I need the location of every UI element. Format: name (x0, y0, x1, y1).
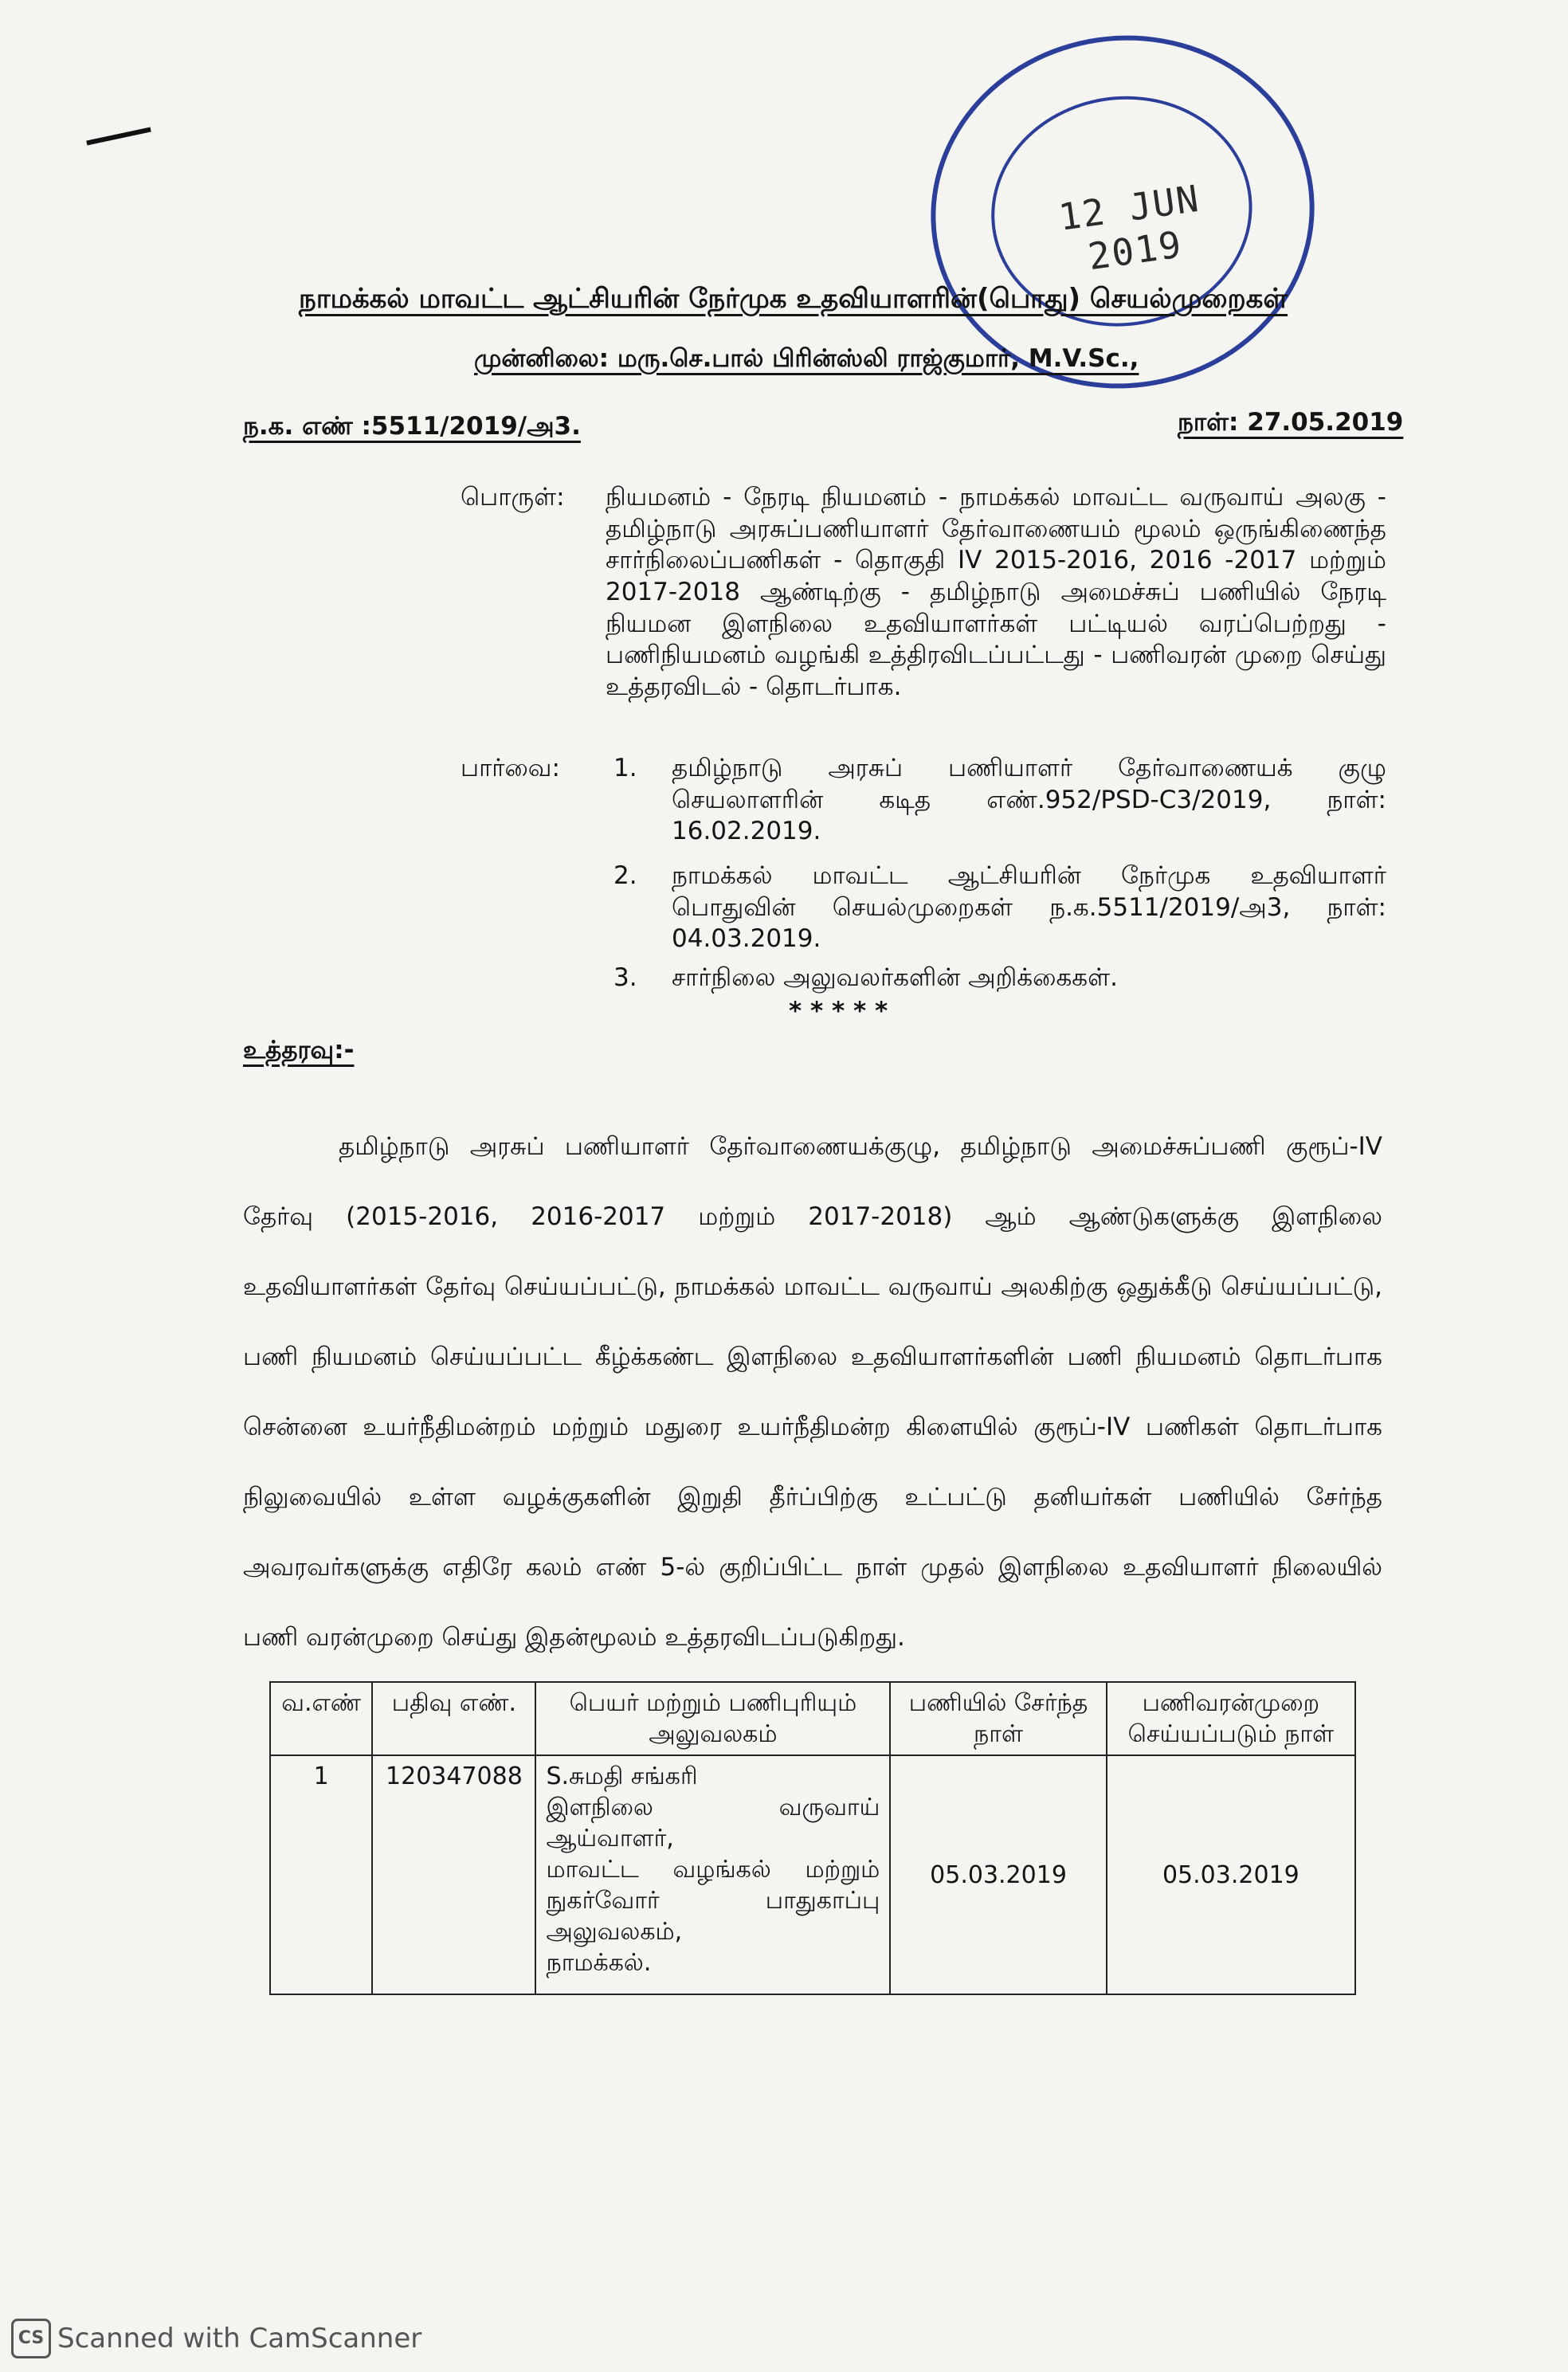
employee-place: நாமக்கல். (546, 1949, 652, 1977)
reference-item-2-number: 2. (613, 861, 637, 890)
table-row (270, 1755, 1355, 1994)
order-heading: உத்தரவு:- (243, 1036, 355, 1064)
camscanner-logo: CS (11, 2319, 51, 2358)
presence-line: முன்னிலை: மரு.செ.பால் பிரின்ஸ்லி ராஜ்குமார், M.V.Sc., (474, 344, 1139, 373)
employee-name: S.சுமதி சங்கரி (546, 1762, 698, 1790)
cell-name-office (535, 1755, 890, 1994)
subject-label: பொருள்: (461, 483, 565, 512)
order-paragraph: தமிழ்நாடு அரசுப் பணியாளர் தேர்வாணையக்குழு, தமிழ்நாடு அமைச்சுப்பணி குரூப்-IV தேர்வு (2015-2016, 2016-2017 மற்றும் 2017-2018) ஆம் ஆண்டுகளுக்கு இளநிலை உதவியாளர்கள் தேர்வு செய்யப்பட்டு, நாமக்கல் மாவட்ட வருவாய் அலகிற்கு ஒதுக்கீடு செய்யப்பட்டு, பணி நியமனம் செய்யப்பட்ட கீழ்க்கண்ட இளநிலை உதவியாளர்களின் பணி நியமனம் தொடர்பாக சென்னை உயர்நீதிமன்றம் மற்றும் மதுரை உயர்நீதிமன்ற கிளையில் குரூப்-IV பணிகள் தொடர்பாக நிலுவையில் உள்ள வழக்குகளின் இறுதி தீர்ப்பிற்கு உட்பட்டு தனியர்கள் பணியில் சேர்ந்த அவரவர்களுக்கு எதிரே கலம் எண் 5-ல் குறிப்பிட்ட நாள் முதல் இளநிலை உதவியாளர் நிலையில் பணி வரன்முறை செய்து இதன்மூலம் உத்தரவிடப்படுகிறது. (243, 1132, 1382, 1652)
watermark-text: Scanned with CamScanner (57, 2323, 422, 2354)
regularisation-table (269, 1681, 1356, 1995)
cell-registration: 120347088 (372, 1755, 535, 1994)
reference-item-2-text: நாமக்கல் மாவட்ட ஆட்சியரின் நேர்முக உதவியாளர் பொதுவின் செயல்முறைகள் ந.க.5511/2019/அ3, நாள்: 04.03.2019. (672, 861, 1386, 954)
stamp-date: 12 JUN 2019 (1056, 176, 1203, 279)
subject-text: நியமனம் - நேரடி நியமனம் - நாமக்கல் மாவட்ட வருவாய் அலகு - தமிழ்நாடு அரசுப்பணியாளர் தேர்வாணையம் மூலம் ஒருங்கிணைந்த சார்நிலைப்பணிகள் - தொகுதி IV 2015-2016, 2016 -2017 மற்றும் 2017-2018 ஆண்டிற்கு - தமிழ்நாடு அமைச்சுப் பணியில் நேரடி நியமன இளநிலை உதவியாளர்கள் பட்டியல் வரப்பெற்றது - பணிநியமனம் வழங்கி உத்திரவிடப்பட்டது - பணிவரன் முறை செய்து உத்தரவிடல் - தொடர்பாக. (606, 483, 1386, 702)
header-regularisation-date: பணிவரன்முறை செய்யப்படும் நாள் (1107, 1682, 1355, 1755)
reference-item-1-text: தமிழ்நாடு அரசுப் பணியாளர் தேர்வாணையக் குழு செயலாளரின் கடித எண்.952/PSD-C3/2019, நாள்: 16.02.2019. (672, 754, 1386, 846)
header-joining-date: பணியில் சேர்ந்த நாள் (890, 1682, 1106, 1755)
header-name-office: பெயர் மற்றும் பணிபுரியும் அலுவலகம் (535, 1682, 890, 1755)
order-date: நாள்: 27.05.2019 (1178, 408, 1404, 437)
reference-number: ந.க. எண் :5511/2019/அ3. (243, 412, 581, 441)
pen-mark (86, 127, 151, 146)
document-title: நாமக்கல் மாவட்ட ஆட்சியரின் நேர்முக உதவியாளரின்(பொது) செயல்முறைகள் (299, 283, 1288, 315)
reference-item-1-number: 1. (613, 754, 637, 782)
employee-designation: இளநிலை வருவாய் ஆய்வாளர், (546, 1794, 880, 1853)
cell-regularisation-date: 05.03.2019 (1107, 1755, 1355, 1994)
table-header-row (270, 1682, 1355, 1755)
cell-serial: 1 (270, 1755, 372, 1994)
reference-item-3-text: சார்நிலை அலுவலர்களின் அறிக்கைகள். (672, 963, 1118, 992)
header-registration: பதிவு எண். (372, 1682, 535, 1755)
separator-stars: * * * * * (789, 997, 888, 1025)
cell-joining-date: 05.03.2019 (890, 1755, 1106, 1994)
scanner-watermark (11, 2319, 421, 2358)
reference-item-3-number: 3. (613, 963, 637, 992)
references-label: பார்வை: (461, 754, 560, 782)
employee-office: மாவட்ட வழங்கல் மற்றும் நுகர்வோர் பாதுகாப்பு அலுவலகம், (546, 1856, 880, 1946)
header-serial: வ.எண் (270, 1682, 372, 1755)
